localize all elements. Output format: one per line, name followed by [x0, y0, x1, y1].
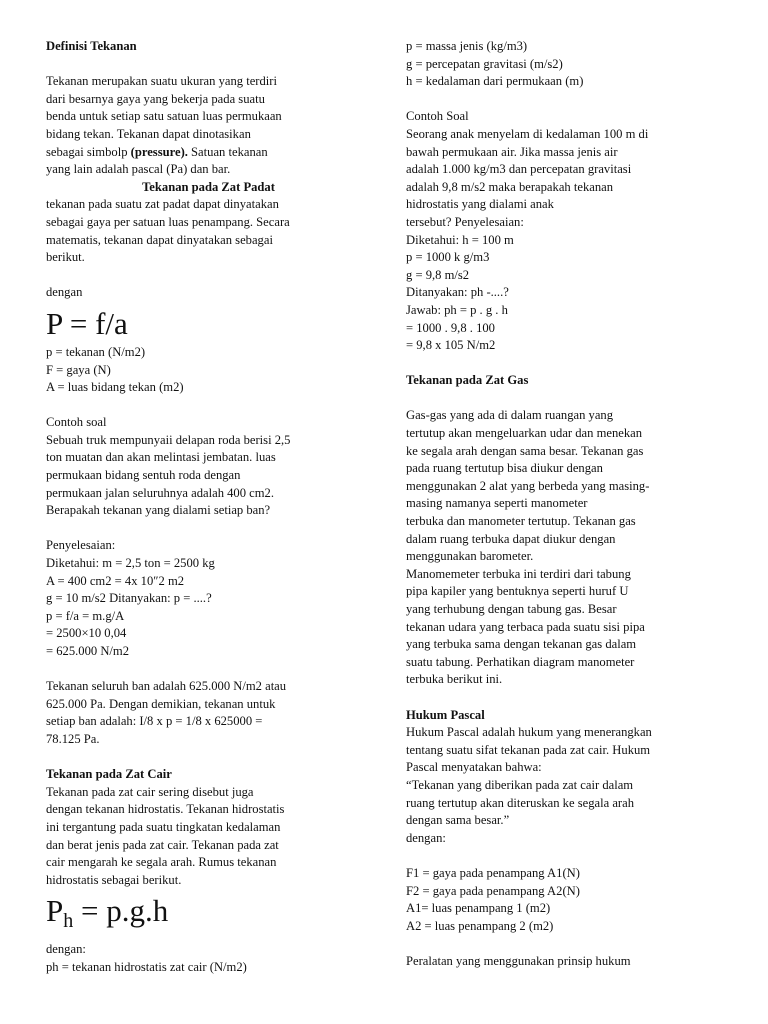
- text-line: berikut.: [46, 250, 85, 265]
- solution-block: [46, 537, 371, 660]
- text-line: masing namanya seperti manometer: [406, 496, 588, 511]
- text-line: yang lain adalah pascal (Pa) dan bar.: [46, 162, 231, 177]
- paragraph-hukum-pascal: [406, 724, 736, 847]
- text-line: menggunakan barometer.: [406, 549, 534, 564]
- text-line: yang terbuka sama dengan tekanan gas dalam: [406, 637, 637, 652]
- text-line: menggunakan 2 alat yang berbeda yang masing-: [406, 478, 650, 493]
- text-line: tekanan udara yang terbaca pada suatu sisi pipa: [406, 619, 645, 634]
- text-line: = 1000 . 9,8 . 100: [406, 320, 495, 335]
- text-line: suatu tabung. Perhatikan diagram manometer: [406, 654, 635, 669]
- definition-line: F2 = gaya pada penampang A2(N): [406, 883, 580, 898]
- right-column: [406, 38, 736, 970]
- dengan-label: dengan:: [46, 942, 86, 957]
- text-line: dengan tekanan hidrostatis. Tekanan hidrostatis: [46, 802, 285, 817]
- definition-line: p = massa jenis (kg/m3): [406, 39, 528, 53]
- left-column: [46, 38, 371, 977]
- text-line: dari besarnya gaya yang bekerja pada suatu: [46, 91, 265, 106]
- solution-line: A = 400 cm2 = 4x 10″2 m2: [46, 573, 185, 588]
- text-line: Diketahui: h = 100 m: [406, 232, 514, 247]
- text-line: hidrostatis yang dialami anak: [406, 197, 554, 212]
- paragraph-contoh-soal-2: [406, 126, 736, 355]
- text-line: Manomemeter terbuka ini terdiri dari tabung: [406, 566, 631, 581]
- text-line: bidang tekan. Tekanan dapat dinotasikan: [46, 126, 251, 141]
- solution-line: = 625.000 N/m2: [46, 644, 130, 658]
- section-title-zat-cair: Tekanan pada Zat Cair: [46, 767, 172, 782]
- text-span: sebagai simbolp: [46, 144, 131, 159]
- definition-line: A = luas bidang tekan (m2): [46, 380, 184, 395]
- text-line: Seorang anak menyelam di kedalaman 100 m di: [406, 126, 649, 141]
- section-title-definisi: Definisi Tekanan: [46, 39, 137, 53]
- text-line: dengan sama besar.”: [406, 813, 510, 828]
- paragraph-conclusion: [46, 678, 371, 748]
- text-line: benda untuk setiap satu satuan luas permukaan: [46, 109, 282, 124]
- formula-expression: = p.g.h: [73, 893, 169, 929]
- text-line: setiap ban adalah: I/8 x p = 1/8 x 625000 =: [46, 714, 263, 729]
- definitions-hydrostatic: [406, 38, 736, 91]
- definition-line: ph = tekanan hidrostatis zat cair (N/m2): [46, 959, 247, 974]
- text-line: Jawab: ph = p . g . h: [406, 302, 508, 317]
- text-line: Gas-gas yang ada di dalam ruangan yang: [406, 408, 614, 423]
- text-line: ke segala arah dengan sama besar. Tekanan gas: [406, 443, 644, 458]
- definition-line: h = kedalaman dari permukaan (m): [406, 74, 584, 89]
- text-line: adalah 1.000 kg/m3 dan percepatan gravitasi: [406, 162, 632, 177]
- formula-subscript: h: [63, 910, 74, 933]
- contoh-soal-heading: Contoh Soal: [406, 109, 469, 124]
- text-line: permukaan bidang sentuh roda dengan: [46, 468, 241, 483]
- paragraph-zat-padat: [46, 196, 371, 266]
- text-line: Berapakah tekanan yang dialami setiap ban?: [46, 503, 271, 518]
- solution-line: Penyelesaian:: [46, 538, 116, 553]
- text-line: pada ruang tertutup bisa diukur dengan: [406, 461, 603, 476]
- text-line: sebagai gaya per satuan luas penampang. Secara: [46, 214, 290, 229]
- text-line: pipa kapiler yang bentuknya seperti huruf U: [406, 584, 629, 599]
- dengan-label: dengan: [46, 285, 83, 300]
- text-line: g = 9,8 m/s2: [406, 267, 470, 282]
- text-line: ruang tertutup akan diteruskan ke segala arah: [406, 795, 634, 810]
- text-line: Tekanan merupakan suatu ukuran yang terdiri: [46, 74, 277, 89]
- text-line: tertutup akan mengeluarkan udar dan menekan: [406, 426, 643, 441]
- paragraph-definisi: [46, 73, 371, 179]
- text-span: Satuan tekanan: [187, 144, 268, 159]
- text-line: matematis, tekanan dapat dinyatakan sebagai: [46, 232, 273, 247]
- text-line: Ditanyakan: ph -....?: [406, 285, 509, 300]
- paragraph-contoh-soal: [46, 432, 371, 520]
- text-line: Pascal menyatakan bahwa:: [406, 760, 542, 775]
- text-line: ton muatan dan akan melintasi jembatan. luas: [46, 450, 276, 465]
- formula-pressure: P = f/a: [46, 305, 128, 341]
- section-title-hukum-pascal: Hukum Pascal: [406, 707, 485, 722]
- text-line: Sebuah truk mempunyaii delapan roda berisi 2,5: [46, 432, 291, 447]
- text-line: adalah 9,8 m/s2 maka berapakah tekanan: [406, 179, 614, 194]
- section-title-zat-gas: Tekanan pada Zat Gas: [406, 373, 529, 388]
- definition-line: A2 = luas penampang 2 (m2): [406, 918, 554, 933]
- text-line: tersebut? Penyelesaian:: [406, 214, 524, 229]
- solution-line: p = f/a = m.g/A: [46, 608, 125, 623]
- formula-hydrostatic: [46, 893, 371, 939]
- text-line: Peralatan yang menggunakan prinsip hukum: [406, 953, 631, 968]
- text-line: “Tekanan yang diberikan pada zat cair dalam: [406, 777, 634, 792]
- paragraph-zat-gas: [406, 407, 736, 689]
- formula-symbol: P: [46, 893, 64, 929]
- solution-line: Diketahui: m = 2,5 ton = 2500 kg: [46, 556, 215, 571]
- text-line: Tekanan seluruh ban adalah 625.000 N/m2 atau: [46, 679, 287, 694]
- text-line: cair mengarah ke segala arah. Rumus tekanan: [46, 855, 277, 870]
- text-line: terbuka dan manometer tertutup. Tekanan gas: [406, 514, 636, 529]
- text-line: yang terhubung dengan tabung gas. Besar: [406, 602, 617, 616]
- text-line: ini tergantung pada suatu tingkatan kedalaman: [46, 819, 281, 834]
- section-title-zat-padat: Tekanan pada Zat Padat: [142, 179, 275, 194]
- text-line: = 9,8 x 105 N/m2: [406, 338, 496, 353]
- text-line: 78.125 Pa.: [46, 731, 100, 746]
- paragraph-zat-cair: [46, 784, 371, 890]
- pressure-term: (pressure).: [130, 144, 188, 159]
- text-line: 625.000 Pa. Dengan demikian, tekanan untuk: [46, 696, 276, 711]
- text-line: dalam ruang terbuka dapat diukur dengan: [406, 531, 616, 546]
- solution-line: g = 10 m/s2 Ditanyakan: p = ....?: [46, 591, 212, 606]
- text-line: dengan:: [406, 830, 446, 845]
- text-line: hidrostatis sebagai berikut.: [46, 872, 182, 887]
- text-line: permukaan jalan seluruhnya adalah 400 cm2.: [46, 485, 275, 500]
- definition-line: F1 = gaya pada penampang A1(N): [406, 865, 580, 880]
- definitions-pascal: [406, 865, 736, 935]
- text-line: dan berat jenis pada zat cair. Tekanan pada zat: [46, 837, 279, 852]
- definition-line: p = tekanan (N/m2): [46, 344, 146, 359]
- text-line: tekanan pada suatu zat padat dapat dinyatakan: [46, 197, 279, 212]
- text-line: bawah permukaan air. Jika massa jenis air: [406, 144, 618, 159]
- definition-line: A1= luas penampang 1 (m2): [406, 901, 551, 916]
- text-line: terbuka berikut ini.: [406, 672, 503, 687]
- definition-line: F = gaya (N): [46, 362, 111, 377]
- contoh-soal-heading: Contoh soal: [46, 415, 107, 430]
- definitions-pressure: [46, 344, 371, 397]
- solution-line: = 2500×10 0,04: [46, 626, 127, 641]
- text-line: [46, 144, 371, 162]
- text-line: Hukum Pascal adalah hukum yang menerangkan: [406, 725, 652, 740]
- text-line: tentang suatu sifat tekanan pada zat cair. Hukum: [406, 742, 651, 757]
- text-line: p = 1000 k g/m3: [406, 250, 490, 265]
- text-line: Tekanan pada zat cair sering disebut juga: [46, 784, 254, 799]
- definition-line: g = percepatan gravitasi (m/s2): [406, 56, 563, 71]
